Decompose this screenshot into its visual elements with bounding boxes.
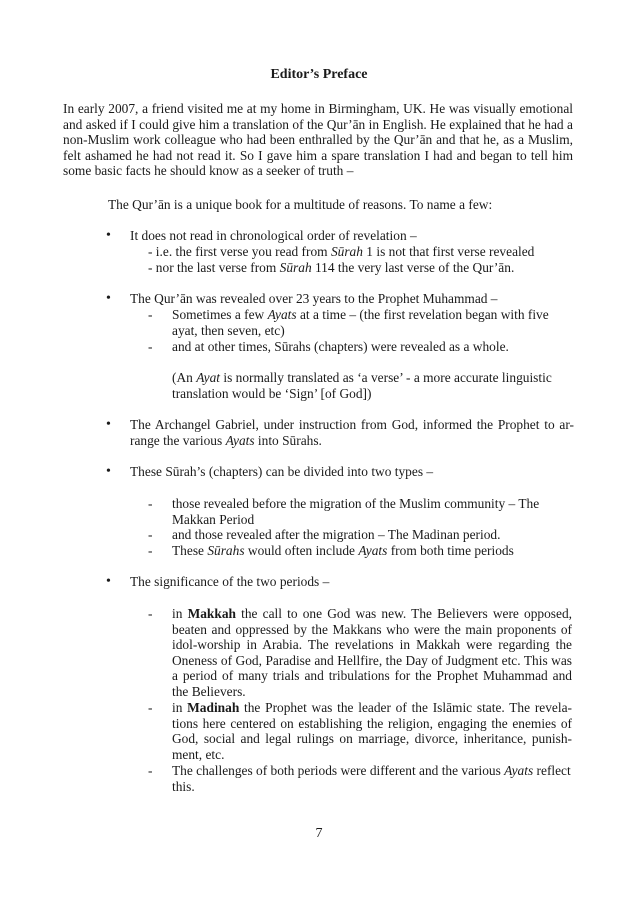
detail-line-last-verse: - nor the last verse from Sūrah 114 the very last verse of the Qur’ān. <box>148 260 515 275</box>
bullet-item-gabriel <box>106 417 573 448</box>
bullet-text: It does not read in chronological order of revelation – <box>130 228 417 243</box>
bullet-icon: • <box>106 464 111 479</box>
dash-icon: - <box>148 700 153 715</box>
sub-item-text: in Madinah the Prophet was the leader of the Islāmic state. The revela-tions here centered on establishing the religion, engaging the enemies of God, social and legal rulings on marriage, divorce, inheritance, punish-ment, etc. <box>172 700 572 762</box>
dash-icon: - <box>148 496 153 511</box>
dash-icon: - <box>148 339 153 354</box>
sub-item-text: Sometimes a few Ayats at a time – (the first revelation began with five ayat, then seven, etc) <box>172 307 549 338</box>
dash-icon: - <box>148 307 153 322</box>
sub-item-text: those revealed before the migration of the Muslim community – The Makkan Period <box>172 496 540 527</box>
dash-icon: - <box>148 527 153 542</box>
bullet-icon: • <box>106 417 111 432</box>
sub-item-challenges <box>148 763 572 794</box>
bullet-icon: • <box>106 228 111 243</box>
dash-icon: - <box>148 606 153 621</box>
bullet-icon: • <box>106 291 111 306</box>
bullet-item-two-types <box>106 464 573 480</box>
bullet-text: These Sūrah’s (chapters) can be divided into two types – <box>130 464 434 479</box>
sub-item-text: The challenges of both periods were different and the various Ayats reflect this. <box>172 763 571 794</box>
bullet-text: The significance of the two periods – <box>130 574 330 589</box>
bullet-item-significance <box>106 574 573 590</box>
intro-paragraph: In early 2007, a friend visited me at my home in Birmingham, UK. He was visually emotional and asked if I could give him a translation of the Qur’ān in English. He explained that he had a non-Muslim work colleague who had been enthralled by the Qur’ān and that he, as a Muslim, felt ashamed he had not read it. So I gave him a spare translation I had and began to tell him some basic facts he should know as a seeker of truth – <box>63 101 573 179</box>
sub-item-few-ayats <box>148 307 558 338</box>
page-number: 7 <box>315 826 323 841</box>
sub-item-text: and at other times, Sūrahs (chapters) were revealed as a whole. <box>172 339 509 354</box>
sub-item-text: These Sūrahs would often include Ayats from both time periods <box>172 543 514 558</box>
lead-sentence: The Qur’ān is a unique book for a multitude of reasons. To name a few: <box>108 197 493 212</box>
sub-item-makkan <box>148 496 548 527</box>
ayat-note: (An Ayat is normally translated as ‘a verse’ - a more accurate linguistic translation would be ‘Sign’ [of God]) <box>172 370 552 401</box>
sub-item-text: and those revealed after the migration – The Madinan period. <box>172 527 501 542</box>
dash-icon: - <box>148 763 153 778</box>
bullet-item-revelation-period <box>106 291 573 307</box>
sub-item-text: in Makkah the call to one God was new. The Believers were opposed, beaten and oppressed by the Makkans who were the main proponents of idol-worship in Arabia. The revelations in Makkah were regarding the Oneness of God, Paradise and Hellfire, the Day of Judgment etc. This was a period of many trials and tribulations for the Prophet Muhammad and the Believers. <box>172 606 573 699</box>
dash-icon: - <box>148 543 153 558</box>
detail-line-first-verse: - i.e. the first verse you read from Sūrah 1 is not that first verse revealed <box>148 244 535 259</box>
sub-item-madinan <box>148 527 572 543</box>
bullet-text: The Archangel Gabriel, under instruction from God, informed the Prophet to ar-range the various Ayats into Sūrahs. <box>130 417 574 448</box>
sub-item-whole-surahs <box>148 339 572 355</box>
bullet-item-chronology <box>106 228 573 244</box>
page-title: Editor’s Preface <box>270 67 368 82</box>
bullet-text: The Qur’ān was revealed over 23 years to the Prophet Muhammad – <box>130 291 498 306</box>
sub-item-both-periods <box>148 543 572 559</box>
bullet-icon: • <box>106 574 111 589</box>
sub-item-makkah <box>148 606 572 700</box>
sub-item-madinah <box>148 700 572 762</box>
